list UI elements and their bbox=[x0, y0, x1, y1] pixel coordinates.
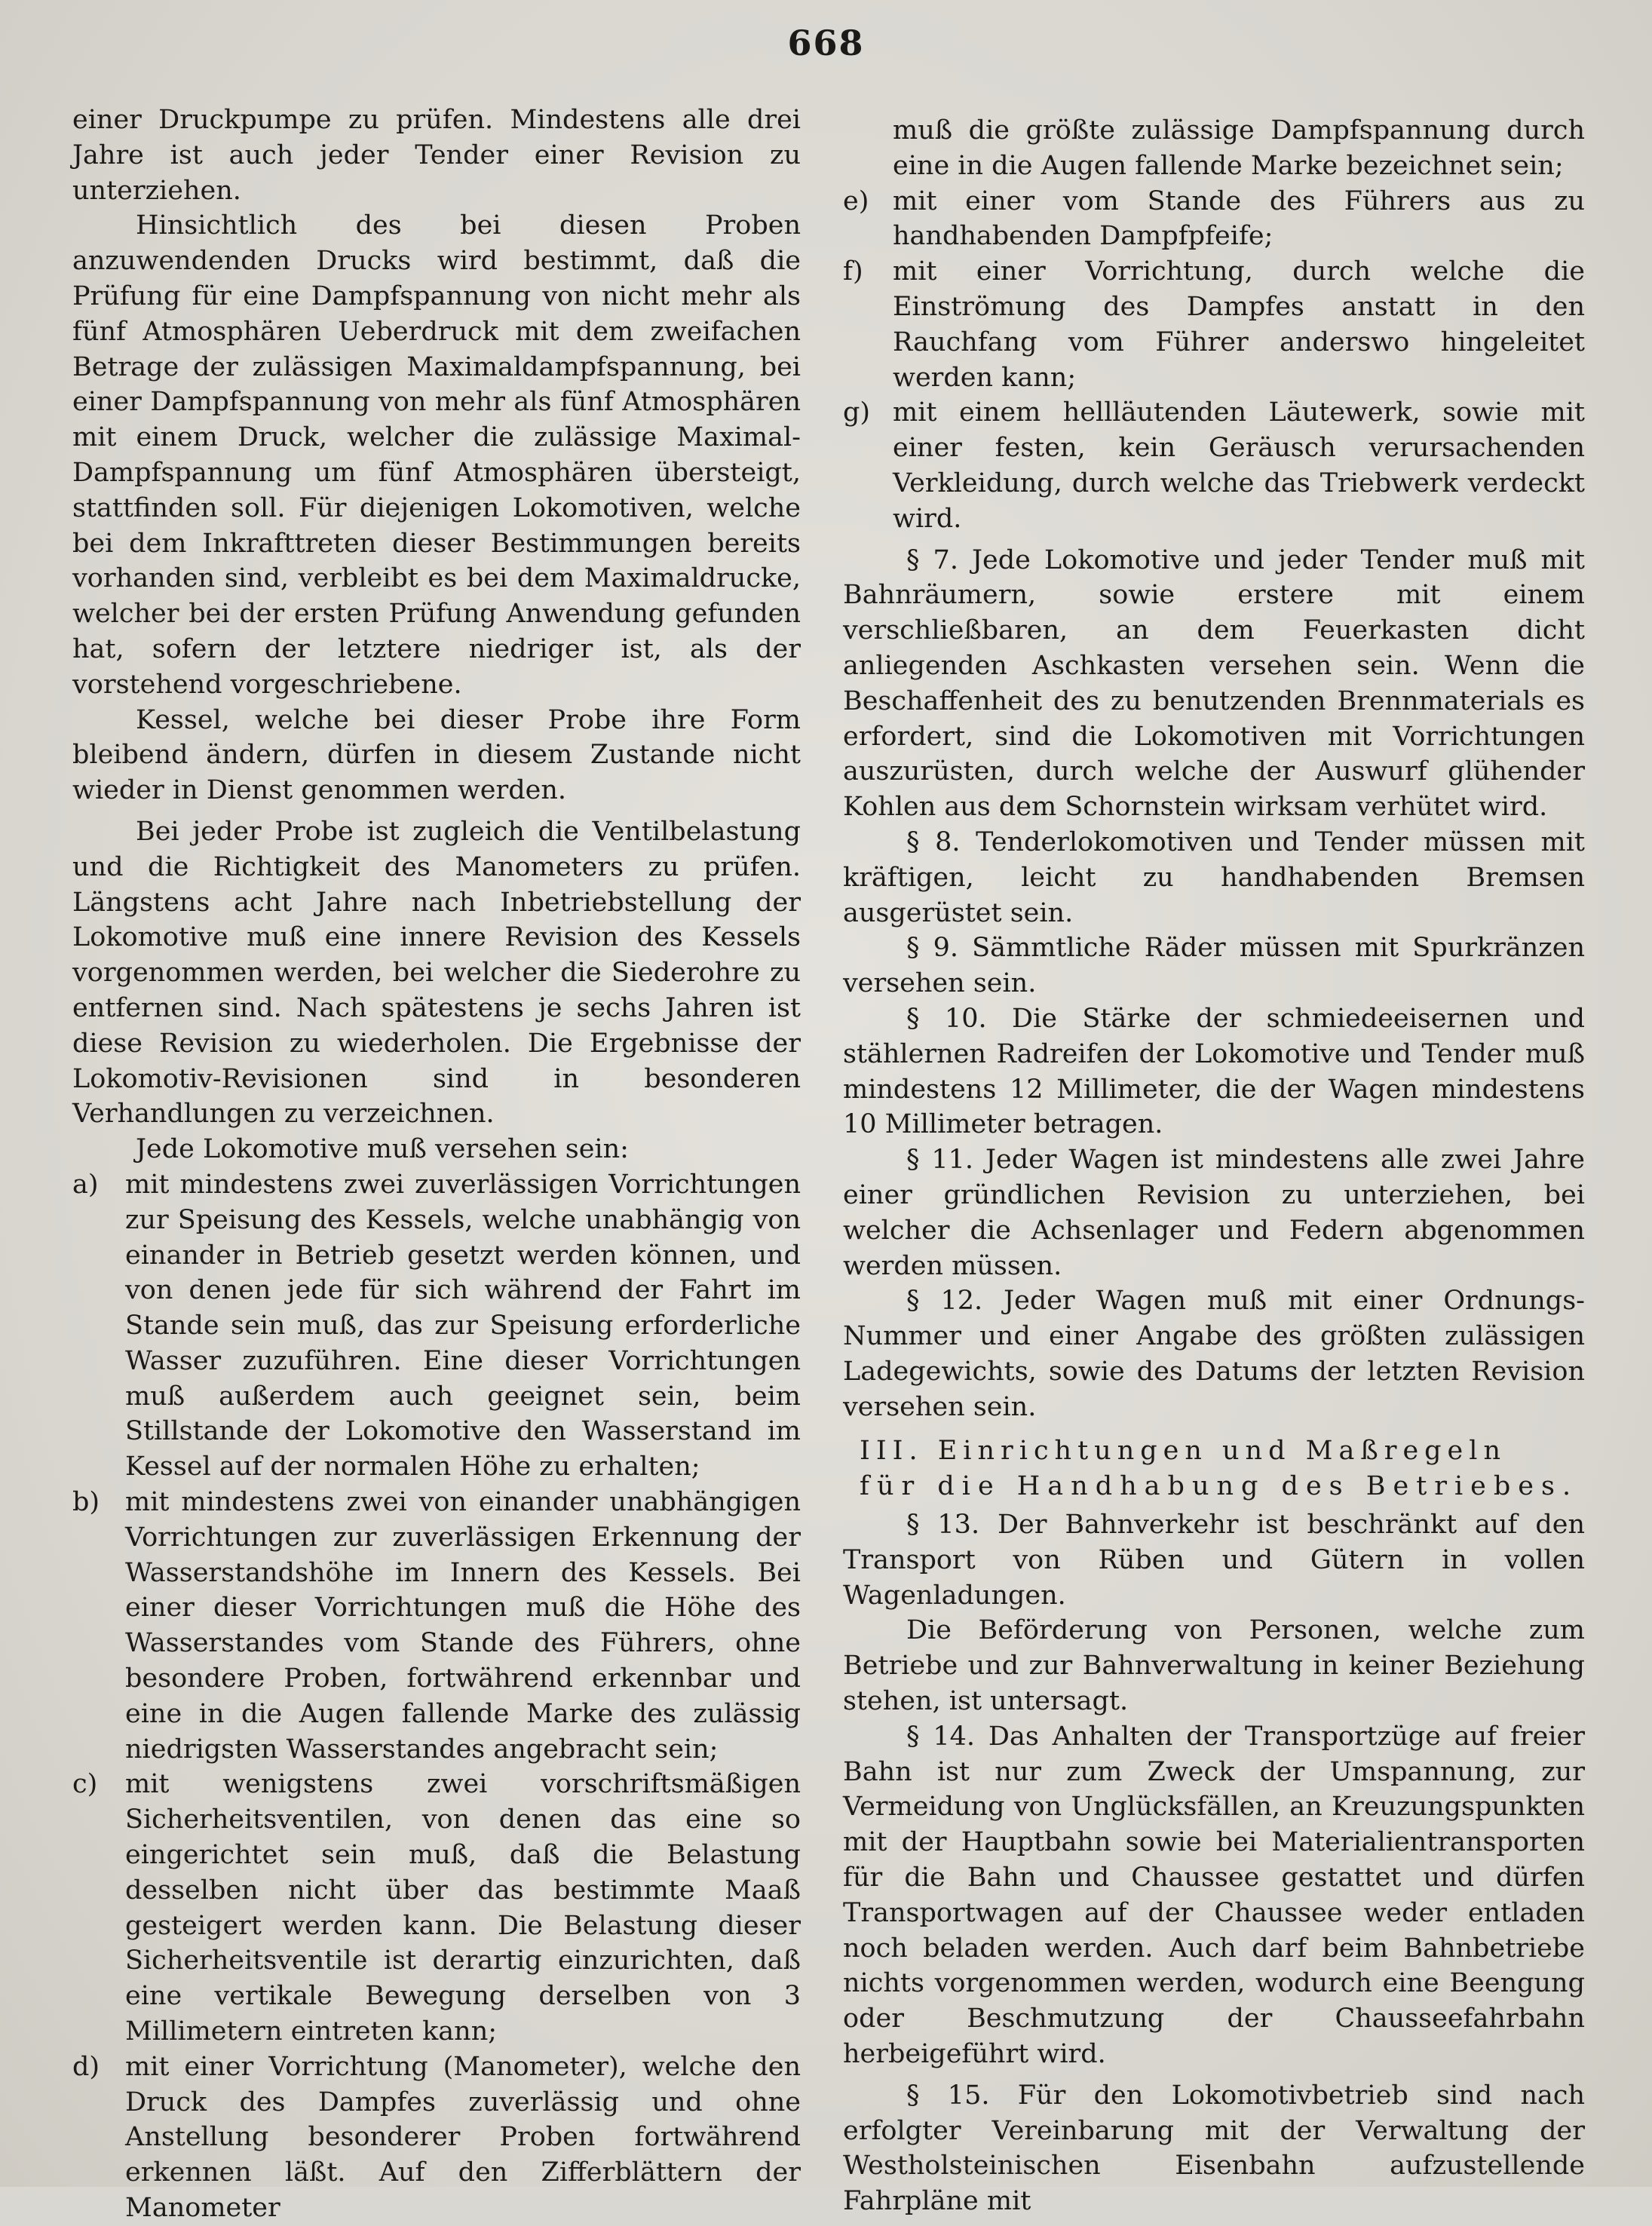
section-7: § 7. Jede Lokomotive und jeder Tender muß mit Bahnräumern, sowie erstere mit einem verschließbaren, an dem Feuerkasten dicht anliegenden Aschkasten versehen sein. Wenn die Beschaffenheit des zu benutzenden Brennmaterials es erfordert, sind die Lokomotiven mit Vorrichtungen auszurüsten, durch welche der Auswurf glühender Kohlen aus dem Schornstein wirksam verhütet wird. bbox=[843, 544, 1585, 823]
list-marker: b) bbox=[72, 1487, 100, 1518]
list-item-text: mit einem hellläutenden Läutewerk, sowie mit einer festen, kein Geräusch verursachenden Verkleidung, durch welche das Triebwerk verdeckt wird. bbox=[893, 397, 1585, 534]
list-item-text: mit wenigstens zwei vorschriftsmäßigen Sicherheitsventilen, von denen das eine so eingerichtet sein muß, daß die Belastung desselben nicht über das bestimmte Maaß gesteigert werden kann. Die Belastung dieser Sicherheitsventile ist derartig einzurichten, daß eine vertikale Bewegung derselben von 3 Millimetern eintreten kann; bbox=[125, 1769, 801, 2047]
list-item-f bbox=[843, 254, 1585, 395]
list-item-g bbox=[843, 395, 1585, 536]
list-item-c bbox=[72, 1767, 801, 2049]
list-item-text: muß die größte zulässige Dampfspannung durch eine in die Augen fallende Marke bezeichnet sein; bbox=[893, 115, 1585, 181]
list-marker: d) bbox=[72, 2051, 100, 2082]
paragraph-ventil-revision: Bei jeder Probe ist zugleich die Ventilbelastung und die Richtigkeit des Manometers zu prüfen. Längstens acht Jahre nach Inbetriebstellung der Lokomotive muß eine innere Revision des Kessels vorgenommen werden, bei welcher die Siederohre zu entfernen sind. Nach spätestens je sechs Jahren ist diese Revision zu wiederholen. Die Ergebnisse der Lokomotiv-Revisionen sind in besonderen Verhandlungen zu verzeichnen. bbox=[72, 816, 801, 1130]
paragraph-continued: einer Druckpumpe zu prüfen. Mindestens alle drei Jahre ist auch jeder Tender einer Revision zu unterziehen. bbox=[72, 105, 801, 206]
chapter-heading-line-2: für die Handhabung des Betriebes. bbox=[860, 1471, 1579, 1502]
section-10: § 10. Die Stärke der schmiedeeisernen und stählernen Radreifen der Lokomotive und Tender muß mindestens 12 Millimeter, die der Wagen mindestens 10 Millimeter betragen. bbox=[843, 1003, 1585, 1140]
section-11: § 11. Jeder Wagen ist mindestens alle zwei Jahre einer gründlichen Revision zu unterziehen, bei welcher die Achsenlager und Federn abgenommen werden müssen. bbox=[843, 1145, 1585, 1281]
paragraph-pressure-test: Hinsichtlich des bei diesen Proben anzuwendenden Drucks wird bestimmt, daß die Prüfung für eine Dampfspannung von nicht mehr als fünf Atmosphären Ueberdruck mit dem zweifachen Betrage der zulässigen Maximaldampfspannung, bei einer Dampfspannung von mehr als fünf Atmosphären mit einem Druck, welcher die zulässige Maximal-Dampfspannung um fünf Atmosphären übersteigt, stattfinden soll. Für diejenigen Lokomotiven, welche bei dem Inkrafttreten dieser Bestimmungen bereits vorhanden sind, verbleibt es bei dem Maximaldrucke, welcher bei der ersten Prüfung Anwendung gefunden hat, sofern der letztere niedriger ist, als der vorstehend vorgeschriebene. bbox=[72, 210, 801, 700]
section-14: § 14. Das Anhalten der Transportzüge auf freier Bahn ist nur zum Zweck der Umspannung, zur Vermeidung von Unglücksfällen, an Kreuzungspunkten mit der Hauptbahn sowie bei Materialientransporten für die Bahn und Chaussee gestattet und dürfen Transportwagen auf der Chaussee weder entladen noch beladen werden. Auch darf beim Bahnbetriebe nichts vorgenommen werden, wodurch eine Beengung oder Beschmutzung der Chausseefahrbahn herbeigeführt wird. bbox=[843, 1721, 1585, 2070]
list-item-text: mit einer Vorrichtung (Manometer), welche den Druck des Dampfes zuverlässig und ohne Anstellung besonderer Proben fortwährend erkennen läßt. Auf den Zifferblättern der Manometer bbox=[125, 2051, 801, 2224]
list-marker: a) bbox=[72, 1169, 99, 1200]
page-number: 668 bbox=[787, 23, 865, 63]
section-12: § 12. Jeder Wagen muß mit einer Ordnungs-Nummer und einer Angabe des größten zulässigen Ladegewichts, sowie des Datums der letzten Revision versehen sein. bbox=[843, 1286, 1585, 1422]
chapter-heading bbox=[843, 1433, 1585, 1504]
list-item-e bbox=[843, 184, 1585, 255]
list-marker: f) bbox=[843, 256, 863, 287]
list-marker: e) bbox=[843, 186, 869, 216]
list-item-b bbox=[72, 1485, 801, 1767]
section-9: § 9. Sämmtliche Räder müssen mit Spurkränzen versehen sein. bbox=[843, 933, 1585, 999]
list-marker: c) bbox=[72, 1769, 98, 1800]
section-15: § 15. Für den Lokomotivbetrieb sind nach erfolgter Vereinbarung mit der Verwaltung der Westholsteinischen Eisenbahn aufzustellende Fahrpläne mit bbox=[843, 2080, 1585, 2217]
list-item-a bbox=[72, 1167, 801, 1485]
section-13-continued: Die Beförderung von Personen, welche zum Betriebe und zur Bahnverwaltung in keiner Beziehung stehen, ist untersagt. bbox=[843, 1615, 1585, 1717]
paragraph-kessel: Kessel, welche bei dieser Probe ihre Form bleibend ändern, dürfen in diesem Zustande nicht wieder in Dienst genommen werden. bbox=[72, 704, 801, 806]
list-item-text: mit einer vom Stande des Führers aus zu handhabenden Dampfpfeife; bbox=[893, 186, 1585, 252]
right-column bbox=[843, 113, 1585, 2219]
left-column bbox=[72, 103, 801, 2226]
list-item-text: mit mindestens zwei von einander unabhängigen Vorrichtungen zur zuverlässigen Erkennung der Wasserstandshöhe im Innern des Kessels. Bei einer dieser Vorrichtungen muß die Höhe des Wasserstandes vom Stande des Führers, ohne besondere Proben, fortwährend erkennbar und eine in die Augen fallende Marke des zulässig niedrigsten Wasserstandes angebracht sein; bbox=[125, 1487, 801, 1765]
list-item-d-continued bbox=[843, 113, 1585, 184]
list-item-text: mit mindestens zwei zuverlässigen Vorrichtungen zur Speisung des Kessels, welche unabhängig von einander in Betrieb gesetzt werden können, und von denen jede für sich während der Fahrt im Stande sein muß, das zur Speisung erforderliche Wasser zuzuführen. Eine dieser Vorrichtungen muß außerdem auch geeignet sein, beim Stillstande der Lokomotive den Wasserstand im Kessel auf der normalen Höhe zu erhalten; bbox=[125, 1169, 801, 1482]
chapter-heading-line-1: III. Einrichtungen und Maßregeln bbox=[860, 1436, 1507, 1467]
list-item-text: mit einer Vorrichtung, durch welche die Einströmung des Dampfes anstatt in den Rauchfang vom Führer anderswo hingeleitet werden kann; bbox=[893, 256, 1585, 393]
list-item-d bbox=[72, 2050, 801, 2226]
paragraph-lokomotive-intro: Jede Lokomotive muß versehen sein: bbox=[136, 1134, 629, 1165]
section-8: § 8. Tenderlokomotiven und Tender müssen mit kräftigen, leicht zu handhabenden Bremsen ausgerüstet sein. bbox=[843, 826, 1585, 928]
list-marker: g) bbox=[843, 397, 871, 428]
section-13: § 13. Der Bahnverkehr ist beschränkt auf den Transport von Rüben und Gütern in vollen Wagenladungen. bbox=[843, 1510, 1585, 1611]
